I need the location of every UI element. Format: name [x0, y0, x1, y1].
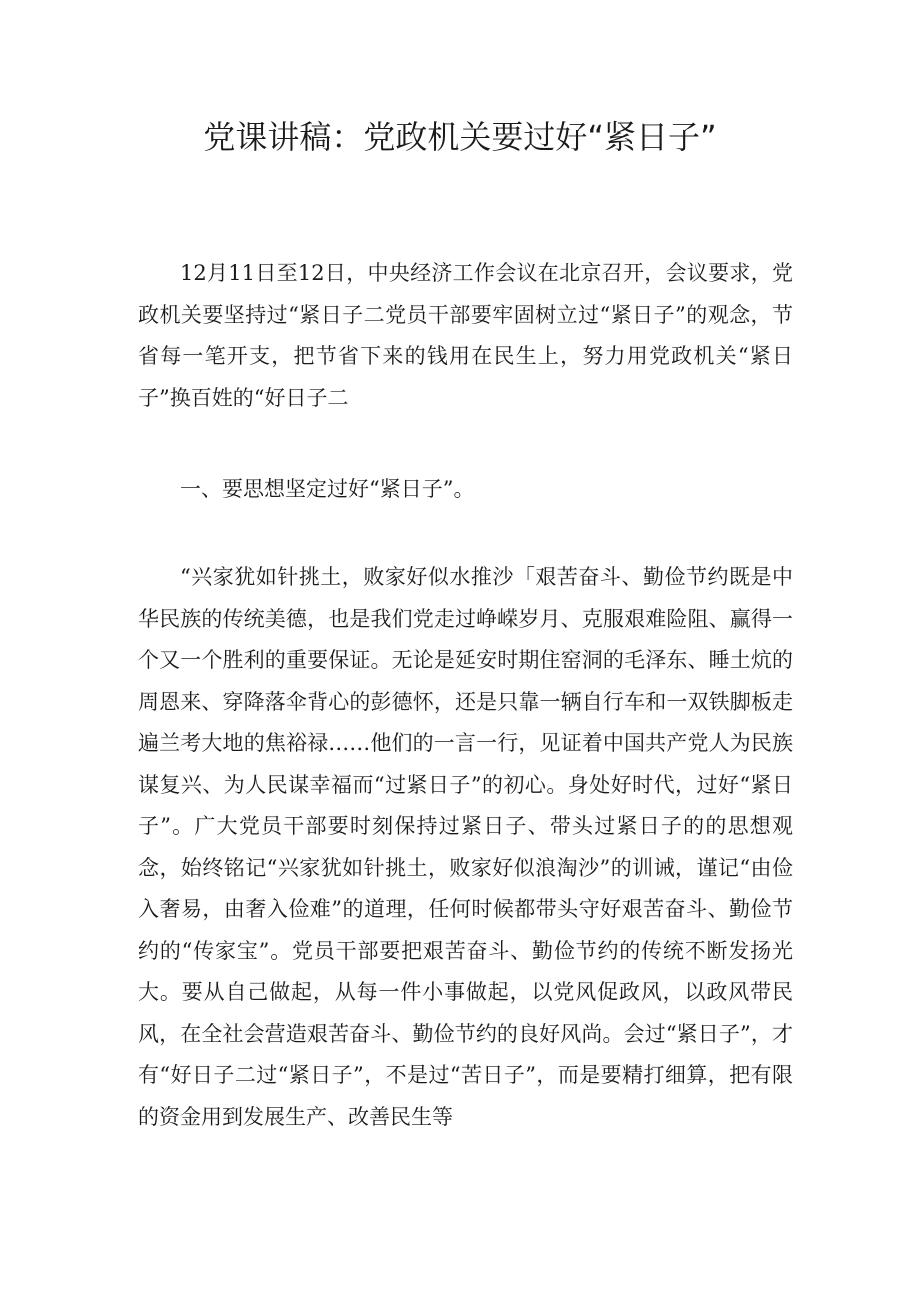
section-heading-1: 一、要思想坚定过好“紧日子”。 — [180, 477, 475, 501]
document-title: 党课讲稿：党政机关要过好“紧日子” — [203, 118, 717, 156]
paragraph-section-1: “兴家犹如针挑土，败家好似水推沙「艰苦奋斗、勤俭节约既是中华民族的传统美德，也是我们党走过峥嵘岁月、克服艰难险阻、赢得一个又一个胜利的重要保证。无论是延安时期住窑洞的毛泽东、睡土炕的周恩来、穿降落伞背心的彭德怀，还是只靠一辆自行车和一双铁脚板走遍兰考大地的焦裕禄……他们的一言一行，见证着中国共产党人为民族谋复兴、为人民谋幸福而“过紧日子”的初心。身处好时代，过好“紧日子”。广大党员干部要时刻保持过紧日子、带头过紧日子的的思想观念，始终铭记“兴家犹如针挑土，败家好似浪淘沙”的训诫，谨记“由俭入奢易，由奢入俭难”的道理，任何时候都带头守好艰苦奋斗、勤俭节约的“传家宝”。党员干部要把艰苦奋斗、勤俭节约的传统不断发扬光大。要从自己做起，从每一件小事做起，以党风促政风，以政风带民风，在全社会营造艰苦奋斗、勤俭节约的良好风尚。会过“紧日子”，才有“好日子二过“紧日子”，不是过“苦日子”，而是要精打细算，把有限的资金用到发展生产、改善民生等 — [138, 565, 793, 1129]
paragraph-intro: 12月11日至12日，中央经济工作会议在北京召开，会议要求，党政机关要坚持过“紧日子二党员干部要牢固树立过“紧日子”的观念，节省每一笔开支，把节省下来的钱用在民生上，努力用党政机关“紧日子”换百姓的“好日子二 — [138, 261, 793, 410]
